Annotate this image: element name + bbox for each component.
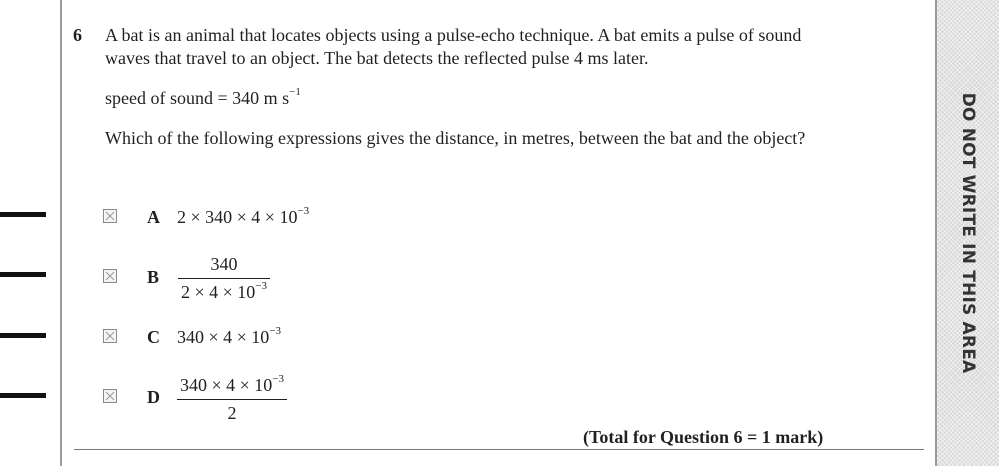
question-prompt: Which of the following expressions gives the distance, in metres, between the bat and the object? [105,128,806,148]
option-a-exponent: −3 [297,205,310,217]
option-b-exponent: −3 [255,280,268,292]
answer-tick-mark [0,272,46,277]
option-b-fraction [178,254,270,303]
option-c-exponent: −3 [269,325,282,337]
option-d-denominator: 2 [177,399,287,424]
question-number: 6 [73,25,82,45]
bottom-divider [74,449,924,450]
cross-box-icon [104,330,116,342]
answer-tick-mark [0,333,46,338]
option-b-numerator: 340 [210,254,238,274]
option-b-checkbox[interactable] [103,269,117,283]
question-stem: A bat is an animal that locates objects using a pulse-echo technique. A bat emits a pulse of sound waves that travel to an object. The bat detects the reflected pulse 4 ms later. [105,25,802,68]
option-a-text: 2 × 340 × 4 × 10 [177,207,298,227]
answer-tick-mark [0,212,46,217]
option-b-denominator-row [178,278,270,303]
option-c-letter: C [147,327,160,347]
option-b-letter: B [147,267,160,287]
cross-box-icon [104,390,116,402]
given-text: speed of sound = 340 m s [105,88,290,108]
option-b-denominator: 2 × 4 × 10 [181,282,256,302]
option-d-exponent: −3 [272,373,285,385]
cross-box-icon [104,210,116,222]
option-d-checkbox[interactable] [103,389,117,403]
option-d-numerator-row [177,375,287,399]
do-not-write-notice: DO NOT WRITE IN THIS AREA [958,92,978,374]
given-speed-of-sound [105,87,301,110]
option-c-checkbox[interactable] [103,329,117,343]
option-d-numerator: 340 × 4 × 10 [180,375,273,395]
option-d-fraction [177,375,287,424]
option-a-letter: A [147,207,160,227]
cross-box-icon [104,270,116,282]
option-a-expression [177,207,309,228]
answer-tick-mark [0,393,46,398]
total-marks: (Total for Question 6 = 1 mark) [583,427,824,447]
option-a-checkbox[interactable] [103,209,117,223]
given-exponent: −1 [289,86,301,98]
option-d-letter: D [147,387,160,407]
option-c-expression [177,327,281,348]
option-c-text: 340 × 4 × 10 [177,327,270,347]
